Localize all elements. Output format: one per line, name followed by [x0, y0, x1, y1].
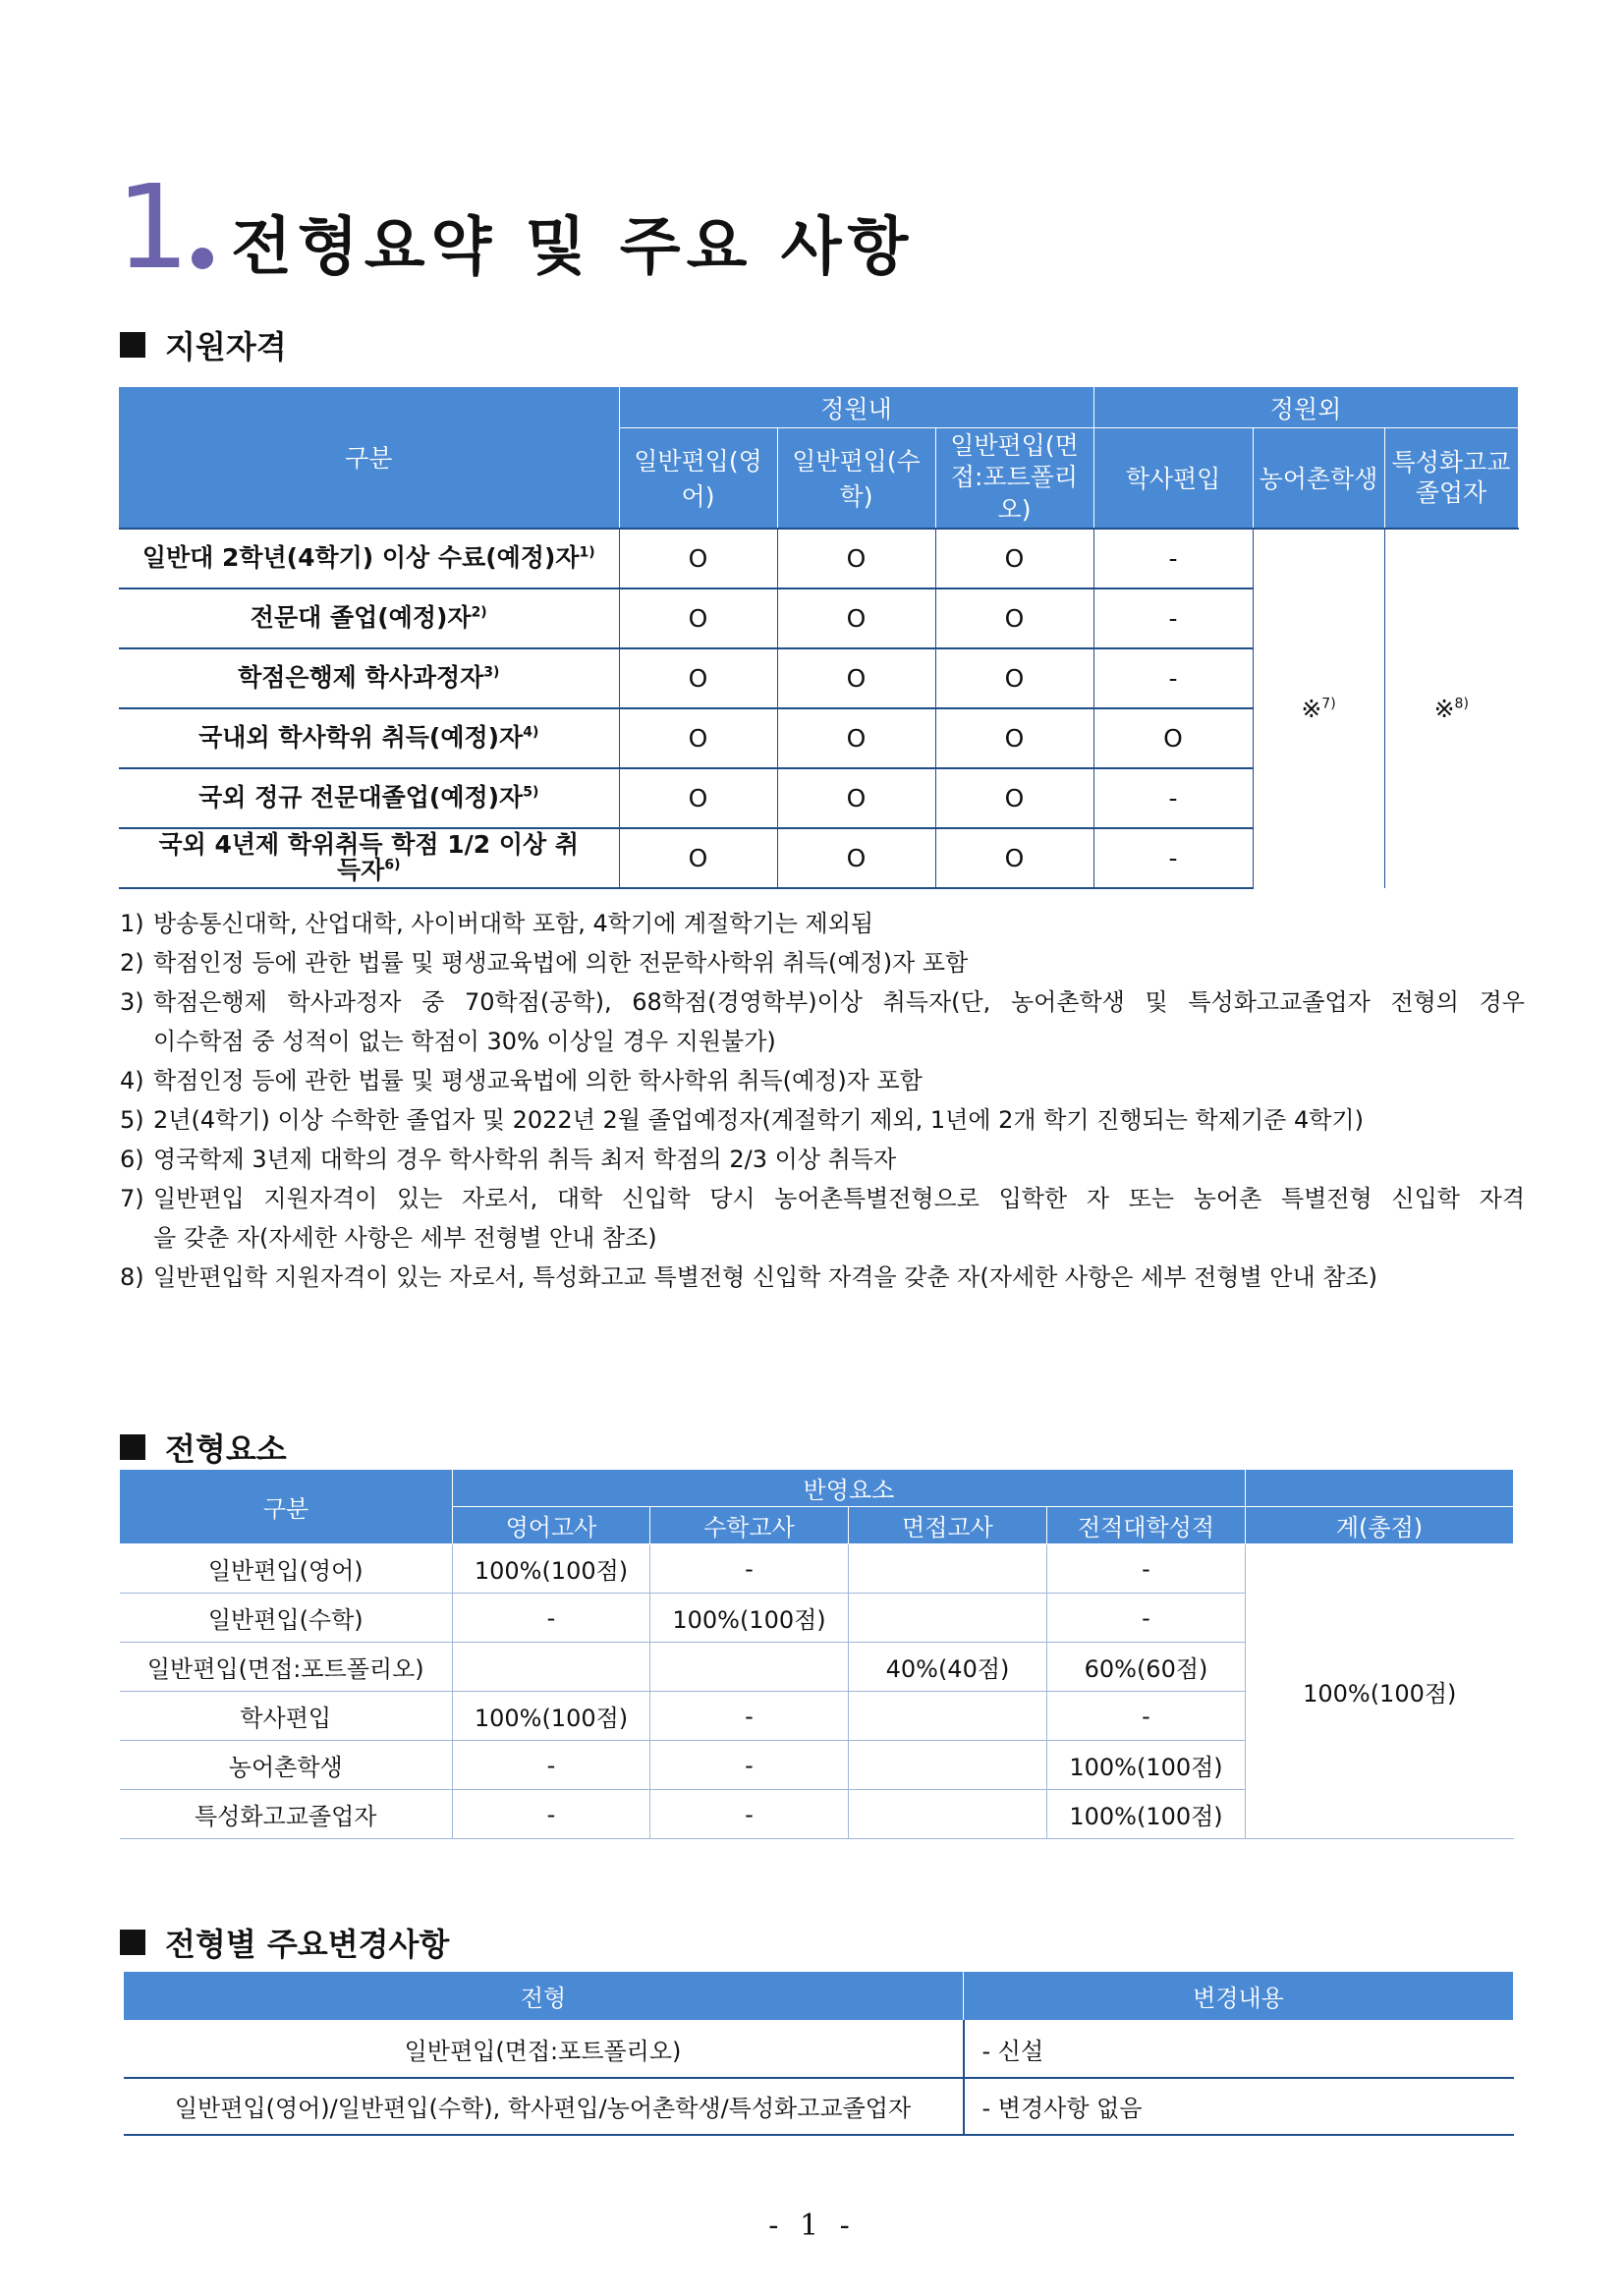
change-content-cell: - 신설	[964, 2021, 1514, 2078]
footnote: 1) 방송통신대학, 산업대학, 사이버대학 포함, 4학기에 계절학기는 제외됨	[120, 910, 874, 937]
cell: O	[777, 768, 935, 828]
table-row	[124, 2021, 1514, 2078]
cell: -	[1093, 648, 1253, 708]
cell: -	[650, 1692, 849, 1741]
cell: O	[935, 768, 1093, 828]
cell	[849, 1692, 1047, 1741]
cell: 60%(60점)	[1047, 1643, 1246, 1692]
qualification-table	[119, 386, 1519, 889]
cell: -	[650, 1544, 849, 1594]
cell: O	[777, 708, 935, 768]
footnote-continued: 이수학점 중 성적이 없는 학점이 30% 이상일 경우 지원불가)	[153, 1028, 776, 1055]
section-heading-qualification	[120, 322, 287, 367]
row-label: 국외 4년제 학위취득 학점 1/2 이상 취득자$^{6)}$	[119, 828, 619, 888]
cell: -	[1047, 1544, 1246, 1594]
section-number: 1	[116, 159, 187, 295]
cell	[849, 1544, 1047, 1594]
cell: -	[1093, 588, 1253, 648]
cell: O	[935, 588, 1093, 648]
cell: -	[453, 1594, 650, 1643]
cell: O	[777, 588, 935, 648]
row-label: 국내외 학사학위 취득(예정)자$^{4)}$	[119, 708, 619, 768]
footnote: 6) 영국학제 3년제 대학의 경우 학사학위 취득 최저 학점의 2/3 이상 취득자	[120, 1146, 897, 1173]
cell: -	[1093, 828, 1253, 888]
changes-table	[123, 1971, 1514, 2136]
cell: -	[1093, 529, 1253, 588]
row-label: 특성화고교졸업자	[120, 1790, 453, 1839]
header-total: 계(총점)	[1246, 1507, 1514, 1544]
cell: O	[935, 708, 1093, 768]
col-header: 일반편입(면접:포트폴리오)	[935, 428, 1093, 529]
cell	[849, 1790, 1047, 1839]
col-header: 전적대학성적	[1047, 1507, 1246, 1544]
row-label: 전문대 졸업(예정)자$^{2)}$	[119, 588, 619, 648]
cell: O	[935, 648, 1093, 708]
cell: O	[619, 708, 777, 768]
col-header: 수학고사	[650, 1507, 849, 1544]
cell: O	[935, 828, 1093, 888]
cell: -	[453, 1741, 650, 1790]
header-out-quota: 정원외	[1093, 387, 1518, 428]
admission-type-cell: 일반편입(영어)/일반편입(수학), 학사편입/농어촌학생/특성화고교졸업자	[124, 2078, 964, 2135]
footnote: 5) 2년(4학기) 이상 수학한 졸업자 및 2022년 2월 졸업예정자(계절학기 제외, 1년에 2개 학기 진행되는 학제기준 4학기)	[120, 1106, 1364, 1134]
header-in-quota: 정원내	[619, 387, 1093, 428]
cell: O	[777, 529, 935, 588]
row-label: 학점은행제 학사과정자$^{3)}$	[119, 648, 619, 708]
vocational-ref-cell: ※$^{8)}$	[1384, 529, 1518, 888]
cell: O	[619, 768, 777, 828]
cell	[849, 1741, 1047, 1790]
row-label: 농어촌학생	[120, 1741, 453, 1790]
cell: 40%(40점)	[849, 1643, 1047, 1692]
col-header: 일반편입(영어)	[619, 428, 777, 529]
row-label: 일반편입(영어)	[120, 1544, 453, 1594]
col-header: 특성화고교졸업자	[1384, 428, 1518, 529]
cell: O	[1093, 708, 1253, 768]
admission-type-cell: 일반편입(면접:포트폴리오)	[124, 2021, 964, 2078]
cell: 100%(100점)	[453, 1544, 650, 1594]
cell: -	[650, 1790, 849, 1839]
section-heading-elements	[120, 1425, 287, 1470]
total-cell: 100%(100점)	[1246, 1544, 1514, 1839]
col-header: 일반편입(수학)	[777, 428, 935, 529]
table-row	[120, 1544, 1514, 1594]
cell	[650, 1643, 849, 1692]
cell: -	[1047, 1692, 1246, 1741]
cell: 100%(100점)	[1047, 1790, 1246, 1839]
cell: 100%(100점)	[453, 1692, 650, 1741]
header-admission-type: 전형	[124, 1972, 964, 2021]
header-change-content: 변경내용	[964, 1972, 1514, 2021]
cell: -	[650, 1741, 849, 1790]
row-label: 일반대 2학년(4학기) 이상 수료(예정)자$^{1)}$	[119, 529, 619, 588]
cell: O	[619, 529, 777, 588]
header-blank	[1246, 1470, 1514, 1507]
title-text: 전형요약 및 주요 사항	[231, 211, 915, 284]
section-heading-text: 전형별 주요변경사항	[165, 1926, 450, 1963]
header-group: 구분	[119, 387, 619, 529]
page-number: - 1 -	[768, 2209, 856, 2243]
section-heading-changes	[120, 1920, 449, 1965]
cell: -	[1093, 768, 1253, 828]
cell: O	[619, 588, 777, 648]
col-header: 농어촌학생	[1253, 428, 1384, 529]
footnote: 8) 일반편입학 지원자격이 있는 자로서, 특성화고교 특별전형 신입학 자격을 갖춘 자(자세한 사항은 세부 전형별 안내 참조)	[120, 1263, 1377, 1291]
cell: 100%(100점)	[1047, 1741, 1246, 1790]
footnote: 3) 학점은행제 학사과정자 중 70학점(공학), 68학점(경영학부)이상 취득자(단, 농어촌학생 및 특성화고교졸업자 전형의 경우	[120, 988, 1525, 1016]
col-header: 면접고사	[849, 1507, 1047, 1544]
row-label: 국외 정규 전문대졸업(예정)자$^{5)}$	[119, 768, 619, 828]
square-bullet-icon	[120, 332, 145, 358]
footnote-continued: 을 갖춘 자(자세한 사항은 세부 전형별 안내 참조)	[153, 1224, 657, 1252]
cell: O	[777, 648, 935, 708]
row-label: 일반편입(수학)	[120, 1594, 453, 1643]
number-dot	[192, 248, 213, 269]
cell: 100%(100점)	[650, 1594, 849, 1643]
footnote: 4) 학점인정 등에 관한 법률 및 평생교육법에 의한 학사학위 취득(예정)자 포함	[120, 1067, 923, 1094]
cell	[453, 1643, 650, 1692]
header-group: 구분	[120, 1470, 453, 1544]
cell	[849, 1594, 1047, 1643]
footnote: 2) 학점인정 등에 관한 법률 및 평생교육법에 의한 전문학사학위 취득(예정)자 포함	[120, 949, 969, 977]
cell: O	[619, 648, 777, 708]
footnotes	[120, 904, 1525, 1297]
row-label: 일반편입(면접:포트폴리오)	[120, 1643, 453, 1692]
evaluation-elements-table	[119, 1469, 1514, 1839]
table-row	[124, 2078, 1514, 2135]
cell: O	[777, 828, 935, 888]
rural-ref-cell: ※$^{7)}$	[1253, 529, 1384, 888]
col-header: 학사편입	[1093, 428, 1253, 529]
change-content-cell: - 변경사항 없음	[964, 2078, 1514, 2135]
table-row	[119, 529, 1518, 588]
col-header: 영어고사	[453, 1507, 650, 1544]
square-bullet-icon	[120, 1930, 145, 1955]
page-title	[116, 147, 915, 295]
header-elements: 반영요소	[453, 1470, 1246, 1507]
cell: O	[619, 828, 777, 888]
cell: O	[935, 529, 1093, 588]
footnote: 7) 일반편입 지원자격이 있는 자로서, 대학 신입학 당시 농어촌특별전형으로 입학한 자 또는 농어촌 특별전형 신입학 자격	[120, 1185, 1525, 1212]
section-heading-text: 전형요소	[165, 1430, 287, 1468]
section-heading-text: 지원자격	[165, 328, 287, 365]
square-bullet-icon	[120, 1434, 145, 1460]
cell: -	[1047, 1594, 1246, 1643]
cell: -	[453, 1790, 650, 1839]
row-label: 학사편입	[120, 1692, 453, 1741]
